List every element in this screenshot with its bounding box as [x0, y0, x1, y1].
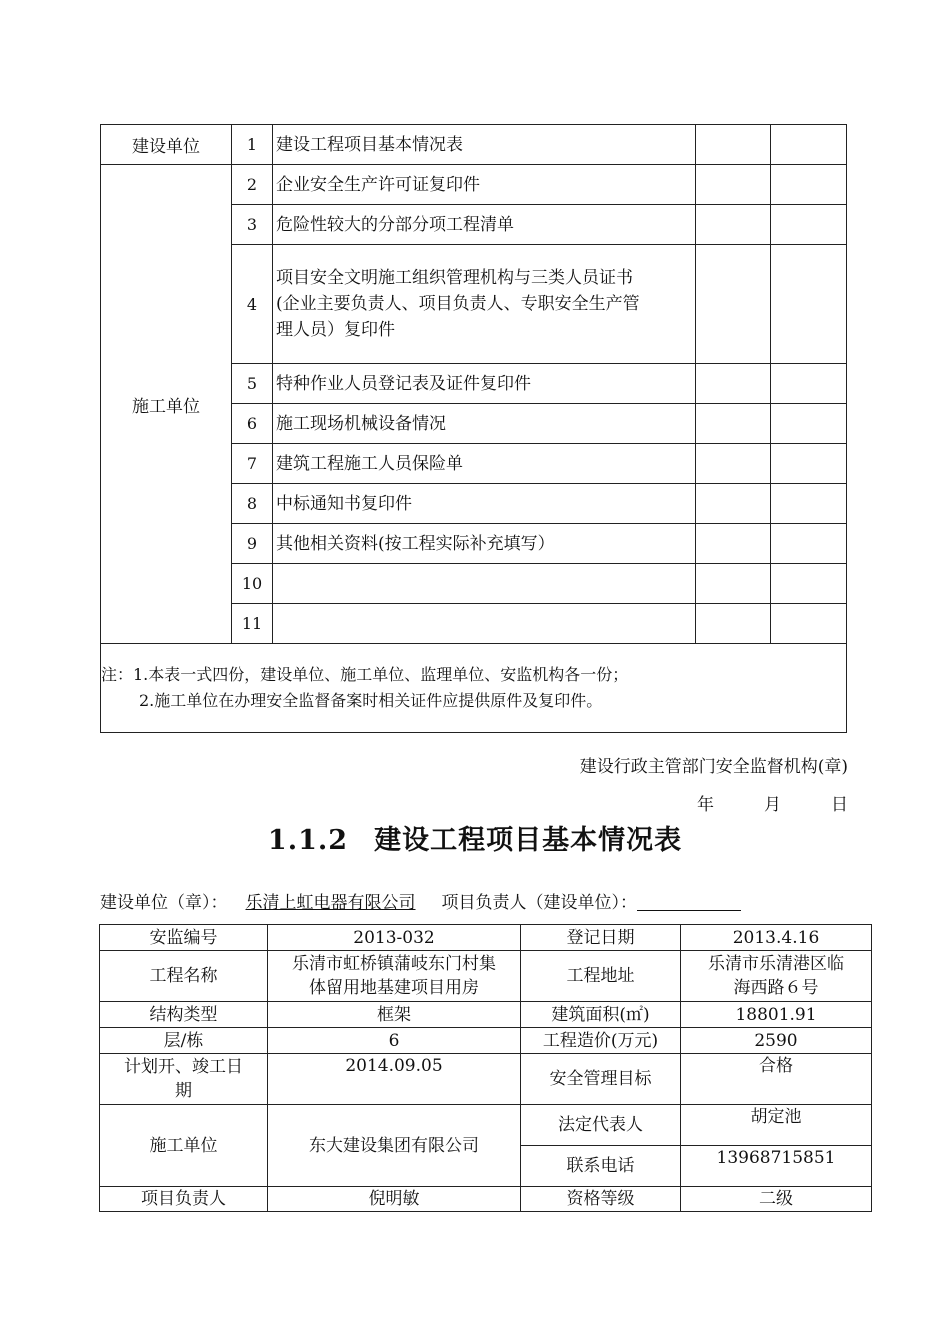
table-row: 联系电话 13968715851 [100, 1146, 872, 1187]
table-row: 4 项目安全文明施工组织管理机构与三类人员证书 (企业主要负责人、项目负责人、专职安全生产管 理人员）复印件 [101, 245, 847, 364]
date-line: 年 月 日 [697, 795, 848, 815]
project-info-table [99, 924, 872, 1212]
unit-cell-contractor: 施工单位 [101, 165, 232, 644]
remark-cell [771, 125, 847, 165]
table-row: 7 建筑工程施工人员保险单 [101, 444, 847, 484]
note-line-1: 注：1.本表一式四份，建设单位、施工单位、监理单位、安监机构各一份； [101, 665, 629, 684]
check-cell [696, 125, 771, 165]
submission-checklist-table [100, 124, 847, 733]
table-row: 9 其他相关资料(按工程实际补充填写） [101, 524, 847, 564]
leader-blank [637, 892, 741, 911]
seal-text: 建设行政主管部门安全监督机构(章) [579, 757, 848, 777]
table-row: 建设单位 1 建设工程项目基本情况表 [101, 125, 847, 165]
section-number: 1.1.2 [267, 825, 349, 856]
note-line-2: 2.施工单位在办理安全监督备案时相关证件应提供原件及复印件。 [139, 691, 603, 710]
unit-cell-builder: 建设单位 [101, 125, 232, 165]
table-row: 6 施工现场机械设备情况 [101, 404, 847, 444]
table-row: 项目负责人 倪明敏 资格等级 二级 [100, 1187, 872, 1212]
table-row: 层/栋 6 工程造价(万元) 2590 [100, 1028, 872, 1054]
table-row: 11 [101, 604, 847, 644]
table-row: 工程名称 乐清市虹桥镇蒲岐东门村集 体留用地基建项目用房 工程地址 乐清市乐清港区临 海西路６号 [100, 951, 872, 1002]
note-row [101, 644, 847, 733]
builder-name: 乐清上虹电器有限公司 [245, 893, 416, 913]
table-row: 10 [101, 564, 847, 604]
item-text-multiline: 项目安全文明施工组织管理机构与三类人员证书 (企业主要负责人、项目负责人、专职安全生产管 理人员）复印件 [273, 245, 696, 364]
table-row: 5 特种作业人员登记表及证件复印件 [101, 364, 847, 404]
table-row: 3 危险性较大的分部分项工程清单 [101, 205, 847, 245]
note-cell [101, 644, 847, 733]
table-row: 结构类型 框架 建筑面积(㎡) 18801.91 [100, 1002, 872, 1028]
section-title-text: 建设工程项目基本情况表 [374, 825, 683, 856]
section-title [0, 818, 950, 857]
table-row: 施工单位 2 企业安全生产许可证复印件 [101, 165, 847, 205]
builder-line: 建设单位（章）： 乐清上虹电器有限公司 项目负责人（建设单位）： [100, 888, 741, 913]
table-row: 施工单位 东大建设集团有限公司 法定代表人 胡定池 [100, 1105, 872, 1146]
table-row: 安监编号 2013-032 登记日期 2013.4.16 [100, 925, 872, 951]
table-row: 计划开、竣工日 期 2014.09.05 安全管理目标 合格 [100, 1054, 872, 1105]
table-row: 8 中标通知书复印件 [101, 484, 847, 524]
